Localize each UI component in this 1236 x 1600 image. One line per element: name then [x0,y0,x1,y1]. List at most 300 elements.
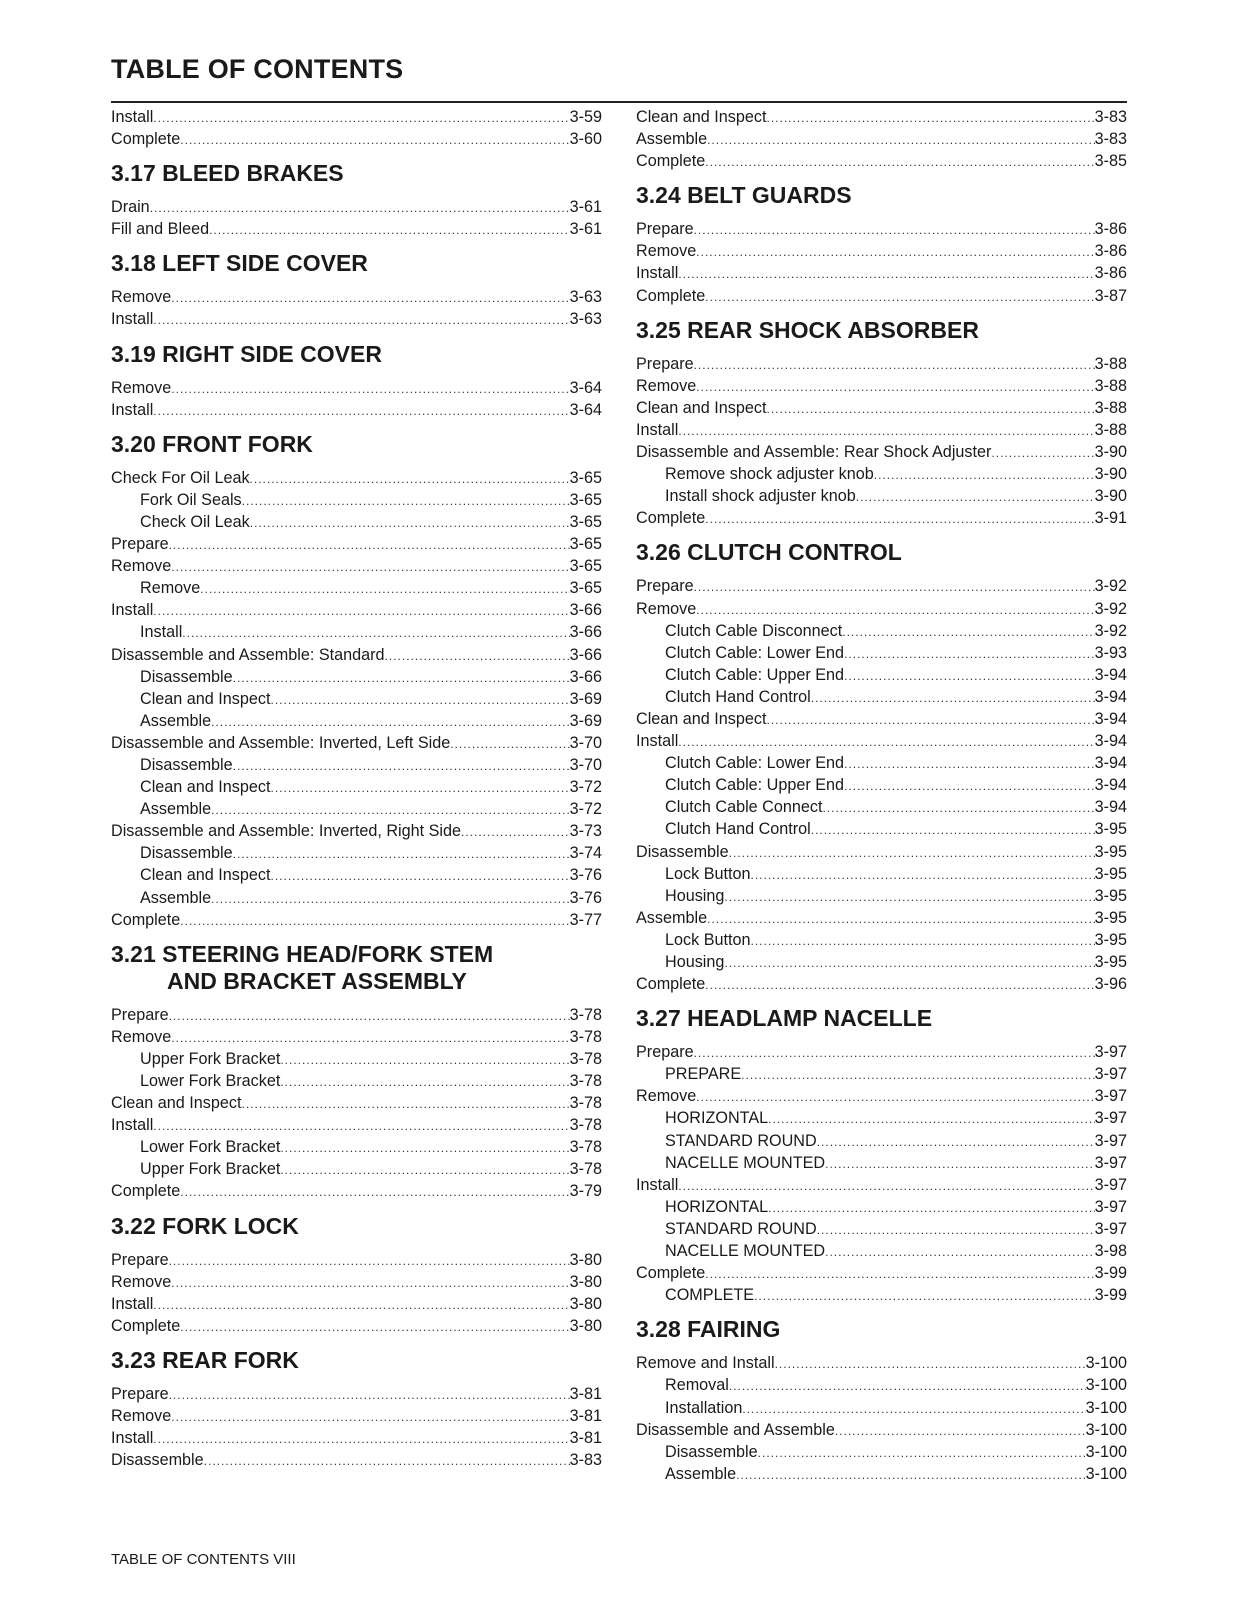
toc-entry[interactable] [111,1249,602,1271]
toc-subentry[interactable] [636,1218,1127,1240]
toc-entry[interactable] [111,555,602,577]
dot-leader [844,643,1095,665]
dot-leader [242,490,570,512]
toc-entry-page: 3-100 [1085,1354,1127,1373]
toc-entry[interactable] [636,353,1127,375]
toc-entry-title: Complete [636,1264,706,1283]
toc-subentry[interactable] [111,1158,602,1180]
toc-entry-page: 3-83 [569,1451,602,1470]
toc-subentry[interactable] [636,774,1127,796]
toc-subentry[interactable] [111,754,602,776]
toc-entry-title: Install [111,310,154,329]
toc-entry-page: 3-80 [569,1272,602,1291]
toc-entry-title: Clean and Inspect [140,866,271,885]
dot-leader [204,1450,570,1472]
toc-subentry[interactable] [111,842,602,864]
dot-leader [844,753,1095,775]
dot-leader [811,687,1095,709]
toc-entry[interactable] [111,1383,602,1405]
toc-entry[interactable] [111,1427,602,1449]
dot-leader [705,151,1094,173]
toc-entry-title: Lock Button [665,930,751,949]
toc-entry-title: Clean and Inspect [636,108,767,126]
toc-entry[interactable] [111,308,602,330]
dot-leader [696,241,1094,263]
toc-subentry[interactable] [111,688,602,710]
toc-entry-page: 3-94 [1094,687,1127,706]
dot-leader [741,1064,1094,1086]
toc-entry-title: Complete [111,1316,181,1335]
toc-entry-page: 3-70 [569,733,602,752]
toc-entry-page: 3-65 [569,535,602,554]
toc-entry[interactable] [636,419,1127,441]
toc-entry-page: 3-72 [569,778,602,797]
toc-entry[interactable] [111,1271,602,1293]
toc-entry-page: 3-100 [1085,1398,1127,1417]
toc-entry[interactable] [636,507,1127,529]
toc-entry-title: Disassemble [140,667,233,686]
toc-entry[interactable] [111,1026,602,1048]
toc-entry[interactable] [111,533,602,555]
toc-entry-title: Install [636,1175,679,1194]
dot-leader [754,1285,1095,1307]
toc-entry-page: 3-92 [1094,599,1127,618]
dot-leader [742,1398,1085,1420]
toc-entry-page: 3-100 [1085,1376,1127,1395]
dot-leader [696,599,1094,621]
toc-entry[interactable] [636,575,1127,597]
section-heading [111,1213,602,1240]
toc-entry-title: Prepare [636,577,694,596]
toc-entry[interactable] [111,1293,602,1315]
toc-subentry[interactable] [111,1070,602,1092]
toc-entry-title: STANDARD ROUND [665,1219,817,1238]
toc-entry-page: 3-65 [569,490,602,509]
toc-entry-page: 3-66 [569,623,602,642]
toc-entry-title: Check For Oil Leak [111,468,250,487]
toc-entry[interactable] [111,599,602,621]
dot-leader [271,689,570,711]
toc-entry[interactable] [111,286,602,308]
toc-entry[interactable] [111,399,602,421]
toc-entry-title: Disassemble [665,1442,758,1461]
toc-entry-page: 3-66 [569,601,602,620]
toc-entry-title: Remove [636,1087,697,1106]
toc-entry-page: 3-99 [1094,1286,1127,1305]
toc-entry[interactable] [636,106,1127,128]
toc-entry[interactable] [636,218,1127,240]
dot-leader [767,107,1095,129]
toc-entry[interactable] [111,1114,602,1136]
toc-entry-page: 3-97 [1094,1153,1127,1172]
toc-entry-title: Complete [636,975,706,994]
toc-entry-page: 3-97 [1094,1131,1127,1150]
toc-entry-title: Install [111,601,154,620]
toc-entry-title: HORIZONTAL [665,1197,769,1216]
dot-leader [169,1384,570,1406]
toc-entry-page: 3-95 [1094,953,1127,971]
toc-entry-page: 3-90 [1094,465,1127,484]
toc-entry[interactable] [636,730,1127,752]
toc-entry[interactable] [636,375,1127,397]
dot-leader [705,508,1094,530]
dot-leader [242,1093,570,1115]
dot-leader [211,799,570,821]
toc-entry[interactable] [636,841,1127,863]
dot-leader [169,1250,570,1272]
toc-subentry[interactable] [636,1463,1127,1485]
toc-entry[interactable] [636,441,1127,463]
toc-entry-title: Housing [665,953,725,971]
toc-entry-title: Disassemble and Assemble: Standard [111,645,385,664]
toc-entry-page: 3-100 [1085,1464,1127,1483]
dot-leader [250,468,570,490]
toc-entry-title: Install [636,420,679,439]
toc-entry-page: 3-96 [1094,975,1127,994]
toc-entry-page: 3-70 [569,755,602,774]
toc-entry[interactable] [636,1262,1127,1284]
toc-entry-title: Disassemble and Assemble: Inverted, Right Side [111,822,462,841]
dot-leader [678,263,1094,285]
toc-entry-page: 3-69 [569,711,602,730]
dot-leader [209,219,570,241]
toc-entry-page: 3-88 [1094,420,1127,439]
toc-entry[interactable] [636,128,1127,150]
toc-entry[interactable] [636,1419,1127,1441]
toc-entry-title: Complete [636,152,706,171]
title-divider [111,101,1127,103]
section-heading [636,539,1127,566]
toc-entry-title: Prepare [111,1005,169,1024]
section-heading [111,250,602,277]
toc-entry-page: 3-65 [569,557,602,576]
dot-leader [817,1219,1095,1241]
toc-entry-page: 3-69 [569,689,602,708]
dot-leader [767,398,1095,420]
toc-subentry[interactable] [111,577,602,599]
toc-subentry[interactable] [111,511,602,533]
toc-entry-page: 3-87 [1094,286,1127,305]
toc-entry-title: Lock Button [665,864,751,883]
toc-entry-page: 3-80 [569,1294,602,1313]
toc-entry-title: Disassemble [111,1451,204,1470]
toc-entry-page: 3-81 [569,1384,602,1403]
toc-entry-title: Upper Fork Bracket [140,1160,281,1179]
toc-entry-title: Clutch Cable: Upper End [665,776,845,795]
section-heading-text: 3.20 FRONT FORK [111,430,313,457]
dot-leader [211,711,570,733]
toc-entry[interactable] [636,262,1127,284]
dot-leader [694,354,1095,376]
toc-subentry[interactable] [636,485,1127,507]
dot-leader [250,512,570,534]
toc-entry[interactable] [111,1180,602,1202]
toc-entry-title: Install [111,400,154,419]
toc-subentry[interactable] [636,1196,1127,1218]
toc-entry[interactable] [111,196,602,218]
toc-entry[interactable] [111,128,602,150]
toc-subentry[interactable] [111,489,602,511]
toc-subentry[interactable] [111,621,602,643]
dot-leader [874,464,1095,486]
toc-entry-title: Remove and Install [636,1354,775,1373]
toc-entry[interactable] [111,467,602,489]
toc-entry-title: Remove [636,376,697,395]
toc-entry-title: Remove [111,288,172,307]
section-heading [636,1316,1127,1343]
section-heading-text: 3.24 BELT GUARDS [636,182,852,209]
toc-entry-title: Install [111,1429,154,1448]
toc-entry-page: 3-90 [1094,443,1127,462]
toc-entry-title: Remove [636,599,697,618]
toc-subentry[interactable] [636,885,1127,907]
toc-entry[interactable] [636,1352,1127,1374]
toc-entry-title: Install [140,623,183,642]
toc-entry[interactable] [111,820,602,842]
section-heading-text: 3.17 BLEED BRAKES [111,160,344,187]
dot-leader [233,843,570,865]
toc-subentry[interactable] [636,642,1127,664]
toc-subentry[interactable] [111,887,602,909]
toc-entry-title: Complete [111,130,181,149]
toc-subentry[interactable] [636,1130,1127,1152]
toc-entry[interactable] [636,708,1127,730]
toc-subentry[interactable] [111,666,602,688]
toc-entry-page: 3-72 [569,800,602,819]
toc-entry-page: 3-95 [1094,930,1127,949]
section-heading [636,182,1127,209]
toc-entry[interactable] [111,1004,602,1026]
toc-entry-title: Clutch Cable: Lower End [665,643,845,662]
dot-leader [180,1316,569,1338]
toc-entry-page: 3-76 [569,866,602,885]
dot-leader [450,733,569,755]
dot-leader [169,1005,570,1027]
toc-entry-title: Complete [636,509,706,528]
toc-entry-page: 3-63 [569,310,602,329]
toc-entry-page: 3-83 [1094,130,1127,149]
toc-subentry[interactable] [111,710,602,732]
dot-leader [844,775,1095,797]
toc-entry[interactable] [636,598,1127,620]
dot-leader [817,1131,1095,1153]
toc-entry[interactable] [111,909,602,931]
toc-entry-title: Clean and Inspect [111,1094,242,1113]
toc-entry-page: 3-98 [1094,1242,1127,1261]
toc-entry-page: 3-99 [1094,1264,1127,1283]
toc-entry-page: 3-94 [1094,754,1127,773]
dot-leader [768,1197,1094,1219]
toc-entry-page: 3-81 [569,1429,602,1448]
dot-leader [385,645,570,667]
toc-entry[interactable] [111,1092,602,1114]
toc-entry[interactable] [111,1405,602,1427]
toc-entry-page: 3-92 [1094,577,1127,596]
toc-entry-title: Clutch Cable Connect [665,798,823,817]
toc-entry-title: Remove shock adjuster knob [665,465,874,484]
dot-leader [707,908,1095,930]
section-heading [636,1005,1127,1032]
toc-subentry[interactable] [111,864,602,886]
dot-leader [153,1115,569,1137]
toc-entry-page: 3-65 [569,512,602,531]
toc-subentry[interactable] [636,1284,1127,1306]
toc-subentry[interactable] [636,1397,1127,1419]
toc-subentry[interactable] [111,798,602,820]
toc-entry-title: Clean and Inspect [636,709,767,728]
toc-subentry[interactable] [636,1107,1127,1129]
dot-leader [822,797,1094,819]
dot-leader [696,376,1094,398]
toc-subentry[interactable] [636,796,1127,818]
toc-entry-page: 3-66 [569,667,602,686]
toc-entry-title: Installation [665,1398,743,1417]
toc-entry[interactable] [111,377,602,399]
toc-subentry[interactable] [636,664,1127,686]
toc-entry-page: 3-78 [569,1072,602,1090]
dot-leader [271,777,570,799]
toc-entry-title: Clean and Inspect [140,778,271,797]
toc-subentry[interactable] [636,1063,1127,1085]
toc-entry[interactable] [111,732,602,754]
toc-entry-page: 3-97 [1094,1219,1127,1238]
dot-leader [729,1375,1086,1397]
section-heading [111,160,602,187]
toc-entry-page: 3-78 [569,1138,602,1157]
dot-leader [233,667,570,689]
toc-subentry[interactable] [636,863,1127,885]
toc-entry-title: Disassemble and Assemble: Rear Shock Adjuster [636,443,992,462]
section-heading-text: 3.25 REAR SHOCK ABSORBER [636,316,979,343]
toc-entry-title: Install [636,264,679,283]
toc-entry-title: HORIZONTAL [665,1109,769,1128]
toc-entry[interactable] [111,1449,602,1471]
dot-leader [736,1464,1086,1486]
toc-entry-title: Prepare [636,354,694,373]
toc-entry[interactable] [636,973,1127,995]
toc-entry-page: 3-73 [569,822,602,841]
toc-entry-page: 3-93 [1094,643,1127,662]
toc-entry[interactable] [636,1174,1127,1196]
toc-entry-title: Assemble [140,800,212,819]
toc-subentry[interactable] [636,929,1127,951]
toc-entry[interactable] [111,218,602,240]
toc-entry-title: Remove [140,579,201,598]
toc-subentry[interactable] [636,818,1127,840]
dot-leader [767,709,1095,731]
toc-entry-page: 3-85 [1094,152,1127,171]
toc-entry-title: Upper Fork Bracket [140,1049,281,1068]
dot-leader [171,1272,569,1294]
toc-subentry[interactable] [111,1136,602,1158]
toc-entry[interactable] [636,240,1127,262]
section-heading-text: 3.21 STEERING HEAD/FORK STEM [111,940,494,967]
toc-entry-title: Install [636,732,679,751]
toc-subentry[interactable] [111,1048,602,1070]
toc-entry-page: 3-80 [569,1316,602,1335]
toc-entry-page: 3-78 [569,1160,602,1179]
toc-entry-page: 3-86 [1094,242,1127,261]
toc-entry-title: Remove [111,1027,172,1046]
toc-entry[interactable] [111,106,602,128]
toc-entry-page: 3-90 [1094,487,1127,506]
dot-leader [835,1420,1086,1442]
toc-entry-page: 3-65 [569,579,602,598]
toc-entry-title: Lower Fork Bracket [140,1138,281,1157]
toc-entry-page: 3-97 [1094,1109,1127,1128]
toc-subentry[interactable] [636,1240,1127,1262]
toc-subentry[interactable] [636,620,1127,642]
toc-subentry[interactable] [636,1441,1127,1463]
toc-entry[interactable] [636,285,1127,307]
dot-leader [153,600,569,622]
toc-entry[interactable] [636,1085,1127,1107]
toc-entry-title: Clutch Cable: Upper End [665,665,845,684]
toc-entry-title: Prepare [111,1384,169,1403]
toc-entry-page: 3-94 [1094,709,1127,728]
toc-entry-title: Disassemble [140,755,233,774]
toc-subentry[interactable] [636,463,1127,485]
dot-leader [233,755,570,777]
toc-entry-page: 3-95 [1094,820,1127,839]
toc-entry-title: Fork Oil Seals [140,490,242,509]
toc-entry-title: Clutch Hand Control [665,687,811,706]
toc-entry-page: 3-86 [1094,220,1127,239]
toc-entry[interactable] [636,150,1127,172]
dot-leader [171,1406,569,1428]
dot-leader [153,400,569,422]
toc-entry-page: 3-79 [569,1182,602,1201]
dot-leader [200,578,569,600]
toc-entry-page: 3-97 [1094,1197,1127,1216]
dot-leader [694,576,1095,598]
toc-entry-title: Assemble [636,130,708,149]
toc-subentry[interactable] [636,686,1127,708]
section-heading-text: 3.18 LEFT SIDE COVER [111,250,368,277]
toc-entry-title: Prepare [111,535,169,554]
toc-subentry[interactable] [636,951,1127,973]
toc-subentry[interactable] [111,776,602,798]
dot-leader [729,842,1095,864]
toc-entry[interactable] [636,397,1127,419]
toc-subentry[interactable] [636,752,1127,774]
toc-entry-page: 3-66 [569,645,602,664]
section-heading-text: 3.19 RIGHT SIDE COVER [111,340,382,367]
toc-entry-title: Complete [111,910,181,929]
toc-entry-page: 3-97 [1094,1043,1127,1062]
toc-entry-page: 3-64 [569,378,602,397]
dot-leader [707,129,1095,151]
toc-entry-title: NACELLE MOUNTED [665,1242,826,1261]
toc-entry[interactable] [636,907,1127,929]
toc-entry[interactable] [111,1315,602,1337]
toc-entry[interactable] [636,1041,1127,1063]
toc-entry-title: Drain [111,198,150,217]
section-heading-text: 3.27 HEADLAMP NACELLE [636,1005,933,1032]
toc-entry-title: NACELLE MOUNTED [665,1153,826,1172]
toc-entry-page: 3-61 [569,198,602,217]
toc-left-column [111,106,602,1471]
section-heading-text: 3.26 CLUTCH CONTROL [636,539,902,566]
toc-entry[interactable] [111,644,602,666]
toc-subentry[interactable] [636,1374,1127,1396]
toc-entry-title: Clutch Hand Control [665,820,811,839]
dot-leader [825,1241,1094,1263]
toc-entry-page: 3-61 [569,220,602,239]
toc-entry-page: 3-100 [1085,1442,1127,1461]
toc-subentry[interactable] [636,1152,1127,1174]
dot-leader [180,129,569,151]
